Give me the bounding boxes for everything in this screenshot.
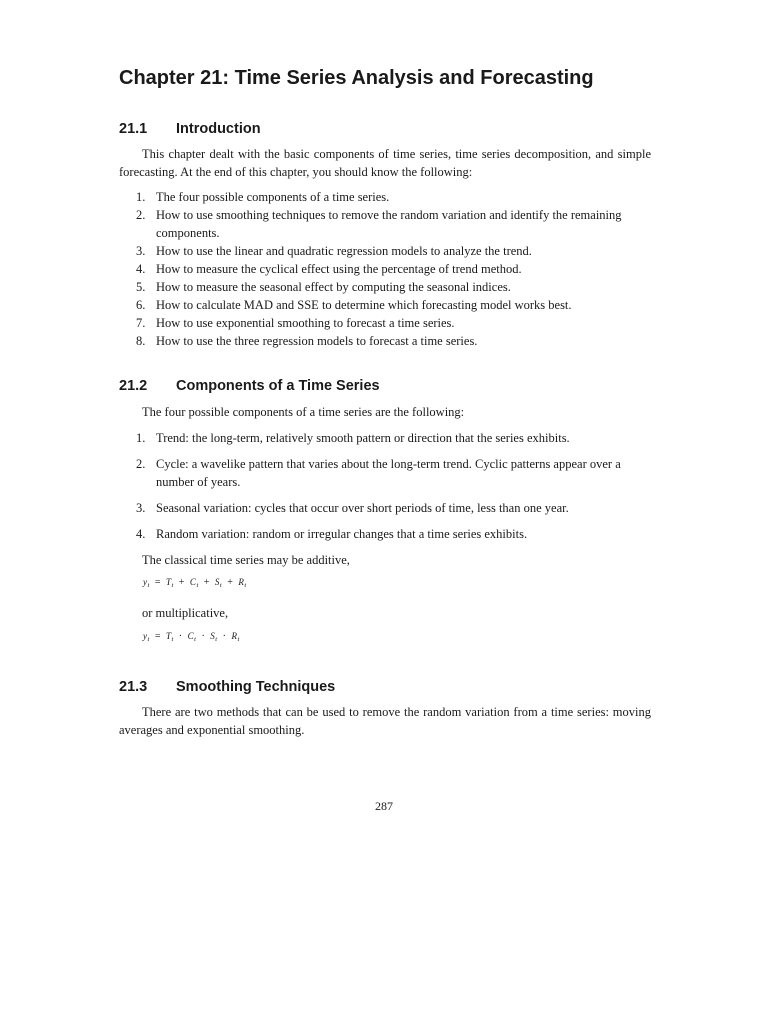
- list-number: 1.: [136, 431, 146, 445]
- list-text: Cycle: a wavelike pattern that varies about the long-term trend. Cyclic patterns appear over a number of years.: [156, 457, 621, 489]
- learning-objectives-list: [119, 188, 651, 350]
- list-item: [119, 525, 651, 543]
- list-item: [119, 429, 651, 447]
- list-text: How to use exponential smoothing to forecast a time series.: [156, 316, 455, 330]
- section-heading: [119, 376, 651, 396]
- list-item: [119, 188, 651, 206]
- smoothing-paragraph: There are two methods that can be used to remove the random variation from a time series: moving averages and exponential smoothing.: [119, 705, 651, 737]
- additive-label: The classical time series may be additive,: [142, 553, 350, 567]
- list-text: How to measure the seasonal effect by computing the seasonal indices.: [156, 280, 511, 294]
- list-text: Random variation: random or irregular changes that a time series exhibits.: [156, 527, 528, 541]
- section-title: Introduction: [176, 121, 261, 137]
- list-text: How to measure the cyclical effect using the percentage of trend method.: [156, 262, 522, 276]
- section-heading: [119, 677, 651, 697]
- list-item: [119, 296, 651, 314]
- list-number: 2.: [136, 208, 146, 222]
- list-item: [119, 314, 651, 332]
- list-number: 2.: [136, 457, 146, 471]
- multiplicative-formula: $y_t = T_t \cdot C_t \cdot S_t \cdot R_t$: [143, 631, 240, 643]
- section-smoothing: [119, 677, 651, 739]
- section-title: Smoothing Techniques: [176, 679, 336, 695]
- section-number: 21.3: [119, 679, 148, 695]
- chapter-title: Chapter 21: Time Series Analysis and Forecasting: [119, 67, 594, 89]
- list-number: 3.: [136, 244, 146, 258]
- section-introduction: [119, 119, 651, 350]
- list-item: [119, 455, 651, 491]
- list-number: 5.: [136, 280, 146, 294]
- list-text: How to use smoothing techniques to remove the random variation and identify the remaining components.: [156, 208, 622, 240]
- list-text: How to use the three regression models to forecast a time series.: [156, 334, 478, 348]
- section-title: Components of a Time Series: [176, 378, 380, 394]
- additive-formula: $y_t = T_t + C_t + S_t + R_t$: [143, 577, 247, 589]
- section-number: 21.2: [119, 378, 148, 394]
- list-item: [119, 242, 651, 260]
- list-number: 8.: [136, 334, 146, 348]
- multiplicative-label: or multiplicative,: [142, 606, 229, 620]
- list-item: [119, 260, 651, 278]
- section-heading: [119, 119, 651, 139]
- list-number: 3.: [136, 501, 146, 515]
- list-text: Trend: the long-term, relatively smooth pattern or direction that the series exhibits.: [156, 431, 570, 445]
- intro-paragraph: This chapter dealt with the basic components of time series, time series decomposition, and simple forecasting. At the end of this chapter, you should know the following:: [119, 147, 651, 179]
- components-lead: The four possible components of a time series are the following:: [142, 405, 465, 419]
- list-text: The four possible components of a time series.: [156, 190, 390, 204]
- list-item: [119, 278, 651, 296]
- list-text: How to use the linear and quadratic regression models to analyze the trend.: [156, 244, 532, 258]
- list-number: 1.: [136, 190, 146, 204]
- list-number: 6.: [136, 298, 146, 312]
- list-text: Seasonal variation: cycles that occur over short periods of time, less than one year.: [156, 501, 569, 515]
- list-item: [119, 332, 651, 350]
- page-number: 287: [375, 799, 393, 813]
- list-item: [119, 499, 651, 517]
- components-list: [119, 429, 651, 543]
- list-item: [119, 206, 651, 242]
- list-number: 4.: [136, 527, 146, 541]
- list-number: 7.: [136, 316, 146, 330]
- section-number: 21.1: [119, 121, 148, 137]
- section-components: [119, 376, 651, 647]
- list-text: How to calculate MAD and SSE to determine which forecasting model works best.: [156, 298, 572, 312]
- list-number: 4.: [136, 262, 146, 276]
